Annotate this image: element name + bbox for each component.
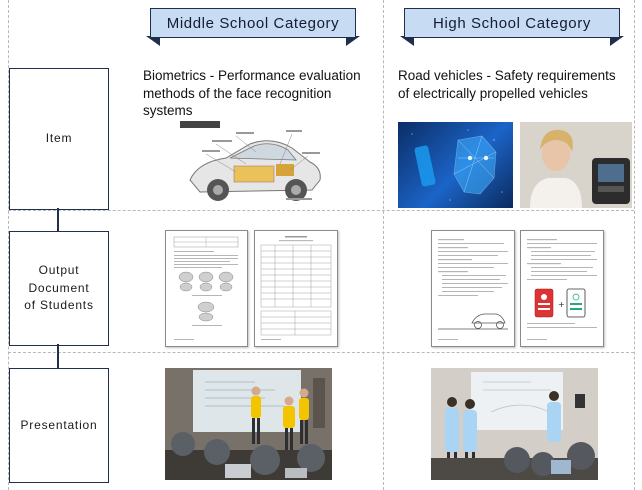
row-label-presentation <box>9 368 109 483</box>
row-label-presentation-text: Presentation <box>20 417 98 432</box>
high-item-title-line-1: Road vehicles - Safety requirements <box>398 68 616 83</box>
high-output-document-page-2 <box>520 230 604 347</box>
middle-item-title-line-2: methods of the face recognition <box>143 85 332 101</box>
row-label-item-text: Item <box>45 131 73 146</box>
middle-presentation-photo <box>165 368 332 480</box>
middle-output-document-page-1 <box>165 230 248 347</box>
row-label-output-line-1: Output <box>38 263 80 278</box>
high-school-ribbon <box>400 8 624 44</box>
high-output-document-page-1 <box>431 230 515 347</box>
middle-item-title <box>143 67 383 120</box>
row-label-output-document <box>9 231 109 346</box>
middle-output-document-page-2 <box>254 230 338 347</box>
row-label-output-line-3: of Students <box>24 298 94 313</box>
row-connector-1 <box>57 208 59 231</box>
high-item-title-line-2: of electrically propelled vehicles <box>398 85 588 101</box>
svg-text:+: + <box>558 300 565 309</box>
row-connector-2 <box>57 344 59 368</box>
middle-item-title-line-3: systems <box>143 103 193 119</box>
high-school-category-label: High School Category <box>433 14 591 32</box>
row-divider-1 <box>8 210 634 211</box>
middle-item-title-line-1: Biometrics - Performance evaluation <box>143 68 361 83</box>
face-recognition-photo <box>398 122 513 208</box>
face-scanner-photo <box>520 122 632 208</box>
center-divider <box>383 0 384 490</box>
car-cutaway-illustration <box>176 118 328 210</box>
middle-school-category-label: Middle School Category <box>166 14 340 32</box>
middle-school-ribbon <box>146 8 360 44</box>
high-item-title <box>398 67 638 102</box>
high-presentation-photo <box>431 368 598 480</box>
row-label-item <box>9 68 109 210</box>
row-divider-2 <box>8 352 634 353</box>
row-label-output-line-2: Document <box>28 280 90 295</box>
